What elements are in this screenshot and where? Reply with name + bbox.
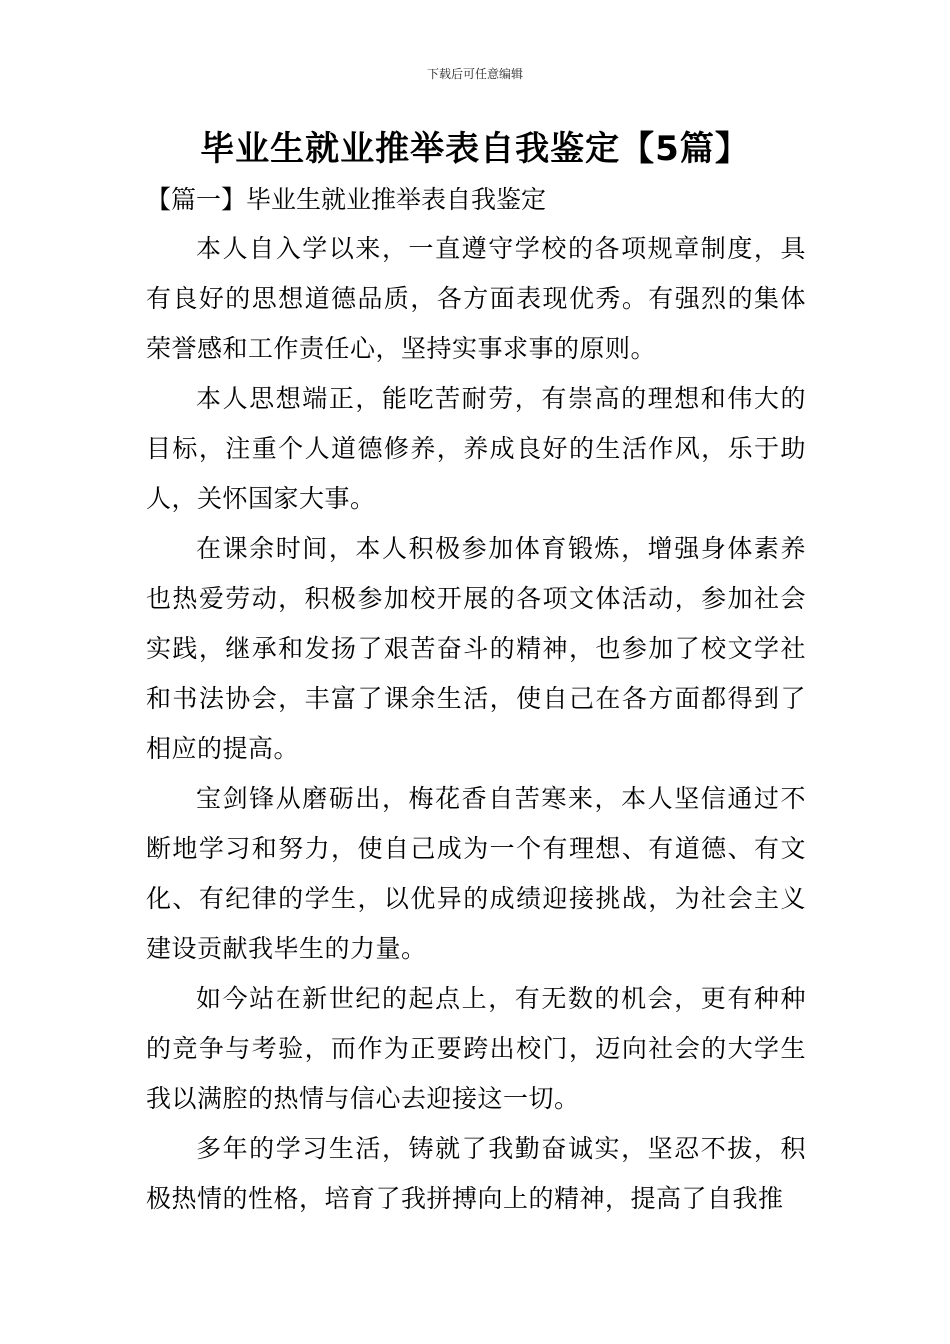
paragraph: 本人思想端正，能吃苦耐劳，有崇高的理想和伟大的目标，注重个人道德修养，养成良好的生活作风，乐于助人，关怀国家大事。 xyxy=(146,384,806,513)
document-title: 毕业生就业推举表自我鉴定【5篇】 xyxy=(200,129,750,169)
section-heading: 【篇一】毕业生就业推举表自我鉴定 xyxy=(146,185,547,214)
paragraph: 多年的学习生活，铸就了我勤奋诚实，坚忍不拔，积极热情的性格，培育了我拼搏向上的精神，提高了自我推 xyxy=(146,1134,806,1213)
document-body xyxy=(146,224,806,1224)
paragraph: 在课余时间，本人积极参加体育锻炼，增强身体素养也热爱劳动，积极参加校开展的各项文体活动，参加社会实践，继承和发扬了艰苦奋斗的精神，也参加了校文学社和书法协会，丰富了课余生活，使自己在各方面都得到了相应的提高。 xyxy=(146,534,806,763)
paragraph: 如今站在新世纪的起点上，有无数的机会，更有种种的竞争与考验，而作为正要跨出校门，迈向社会的大学生我以满腔的热情与信心去迎接这一切。 xyxy=(146,984,806,1113)
paragraph: 宝剑锋从磨砺出，梅花香自苦寒来，本人坚信通过不断地学习和努力，使自己成为一个有理想、有道德、有文化、有纪律的学生，以优异的成绩迎接挑战，为社会主义建设贡献我毕生的力量。 xyxy=(146,784,806,963)
header-note: 下载后可任意编辑 xyxy=(426,67,523,81)
paragraph: 本人自入学以来，一直遵守学校的各项规章制度，具有良好的思想道德品质，各方面表现优秀。有强烈的集体荣誉感和工作责任心，坚持实事求事的原则。 xyxy=(146,234,806,363)
